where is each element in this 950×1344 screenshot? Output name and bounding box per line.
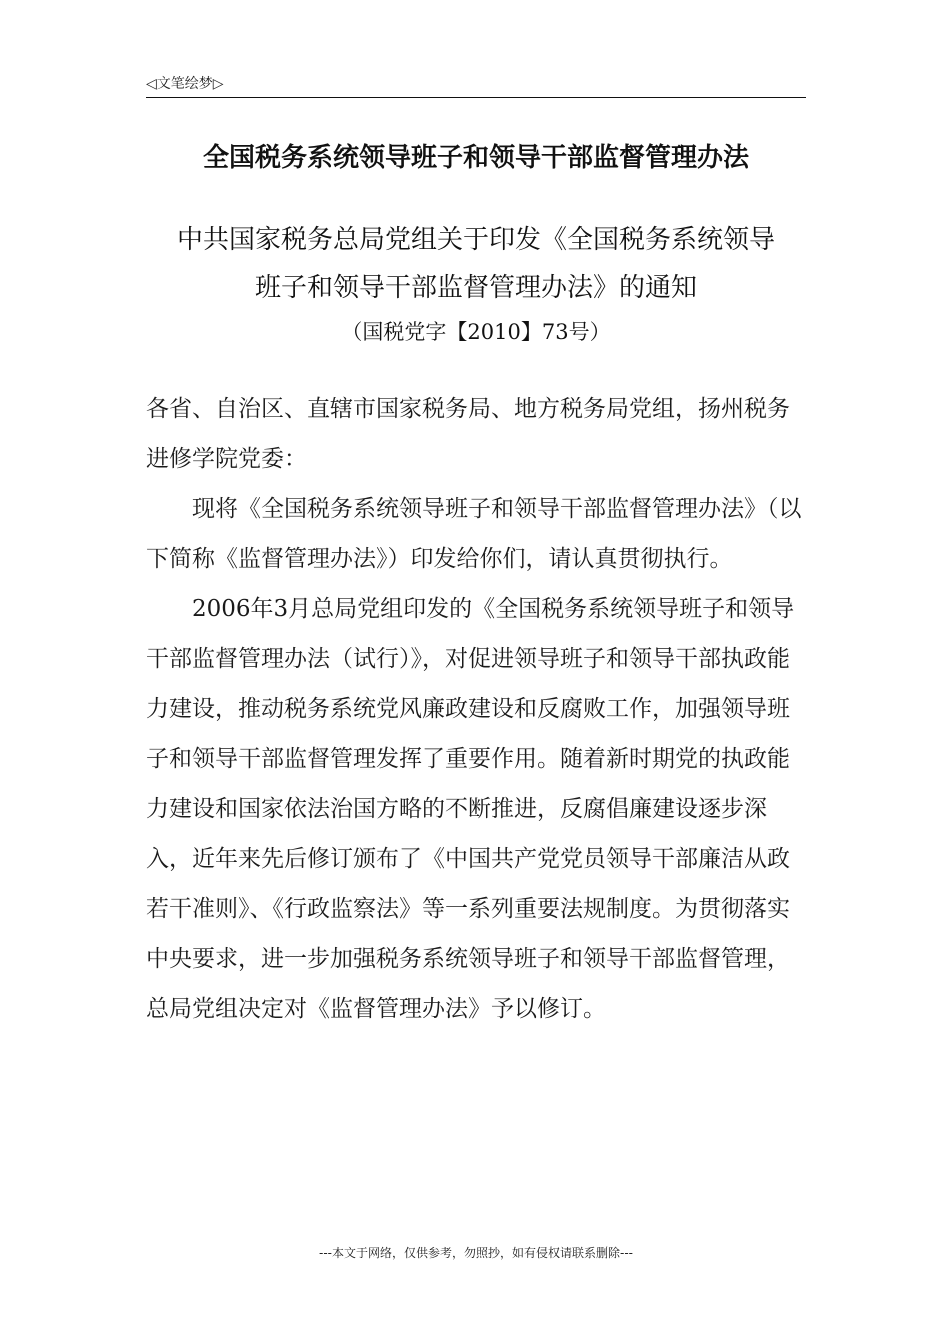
document-body [146, 384, 806, 1034]
salutation: 各省、自治区、直辖市国家税务局、地方税务局党组，扬州税务进修学院党委： [146, 396, 790, 472]
document-number: （国税党字【2010】73号） [341, 320, 611, 344]
header-divider [146, 97, 806, 98]
document-title: 全国税务系统领导班子和领导干部监督管理办法 [202, 143, 749, 173]
header-brand: ◁文笔绘梦▷ [146, 76, 224, 92]
footer-disclaimer: ---本文于网络，仅供参考，勿照抄，如有侵权请联系删除--- [319, 1246, 633, 1260]
notice-title [146, 216, 806, 312]
paragraph: 现将《全国税务系统领导班子和领导干部监督管理办法》（以下简称《监督管理办法》）印发给你们，请认真贯彻执行。 [146, 496, 802, 572]
notice-title-line-2: 班子和领导干部监督管理办法》的通知 [254, 273, 697, 303]
notice-title-line-1: 中共国家税务总局党组关于印发《全国税务系统领导 [176, 225, 775, 255]
paragraph: 2006年3月总局党组印发的《全国税务系统领导班子和领导干部监督管理办法（试行）》，对促进领导班子和领导干部执政能力建设，推动税务系统党风廉政建设和反腐败工作，加强领导班子和领导干部监督管理发挥了重要作用。随着新时期党的执政能力建设和国家依法治国方略的不断推进，反腐倡廉建设逐步深入，近年来先后修订颁布了《中国共产党党员领导干部廉洁从政若干准则》、《行政监察法》等一系列重要法规制度。为贯彻落实中央要求，进一步加强税务系统领导班子和领导干部监督管理，总局党组决定对《监督管理办法》予以修订。 [146, 596, 795, 1022]
